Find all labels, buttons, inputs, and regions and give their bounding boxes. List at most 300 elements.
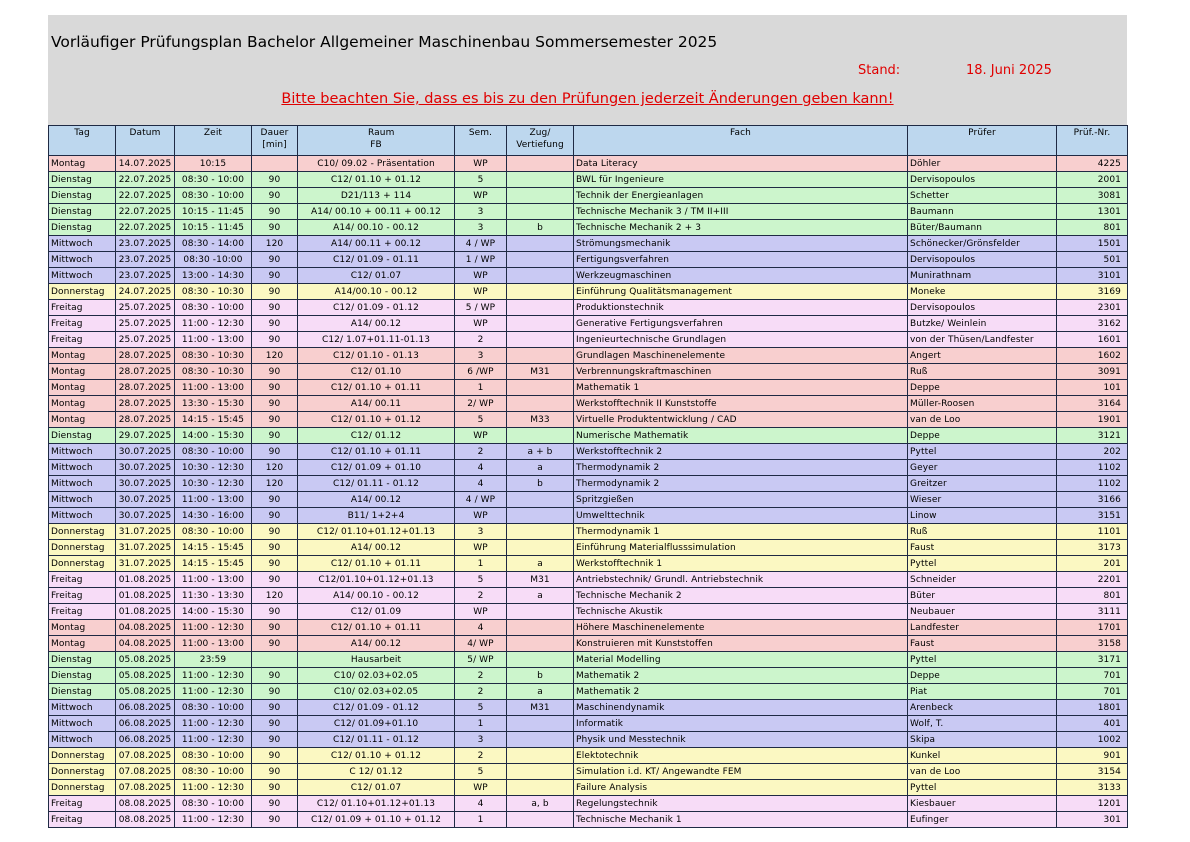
cell-tag: Freitag xyxy=(49,588,116,604)
cell-pruefnr: 1801 xyxy=(1057,700,1128,716)
cell-sem: 4/ WP xyxy=(455,636,507,652)
table-row xyxy=(49,524,1128,540)
cell-zug xyxy=(507,428,574,444)
cell-raum: C12/ 01.10 + 01.12 xyxy=(298,748,455,764)
cell-sem: 2 xyxy=(455,684,507,700)
cell-fach: Fertigungsverfahren xyxy=(574,252,908,268)
cell-pruefer: Schönecker/Grönsfelder xyxy=(908,236,1057,252)
cell-zug xyxy=(507,540,574,556)
cell-pruefnr: 1102 xyxy=(1057,476,1128,492)
cell-raum: C12/ 01.12 xyxy=(298,428,455,444)
table-row xyxy=(49,476,1128,492)
cell-raum: A14/ 00.12 xyxy=(298,540,455,556)
cell-zeit: 08:30 - 10:00 xyxy=(175,444,252,460)
cell-tag: Montag xyxy=(49,156,116,172)
table-row xyxy=(49,380,1128,396)
cell-zug xyxy=(507,332,574,348)
cell-raum: A14/ 00.10 - 00.12 xyxy=(298,220,455,236)
cell-zug xyxy=(507,492,574,508)
cell-sem: WP xyxy=(455,508,507,524)
cell-tag: Mittwoch xyxy=(49,460,116,476)
table-row xyxy=(49,332,1128,348)
cell-dauer xyxy=(252,652,298,668)
cell-fach: Antriebstechnik/ Grundl. Antriebstechnik xyxy=(574,572,908,588)
cell-datum: 30.07.2025 xyxy=(116,508,175,524)
cell-pruefnr: 3091 xyxy=(1057,364,1128,380)
table-row xyxy=(49,268,1128,284)
cell-pruefnr: 801 xyxy=(1057,588,1128,604)
cell-pruefer: Büter xyxy=(908,588,1057,604)
col-header-tag: Tag xyxy=(49,126,116,156)
cell-sem: 5 xyxy=(455,700,507,716)
cell-sem: 1 xyxy=(455,716,507,732)
cell-tag: Donnerstag xyxy=(49,284,116,300)
table-header-row xyxy=(49,126,1128,156)
cell-tag: Dienstag xyxy=(49,684,116,700)
cell-pruefnr: 3151 xyxy=(1057,508,1128,524)
cell-raum: A14/ 00.10 + 00.11 + 00.12 xyxy=(298,204,455,220)
cell-datum: 31.07.2025 xyxy=(116,540,175,556)
cell-pruefnr: 1301 xyxy=(1057,204,1128,220)
cell-pruefnr: 3081 xyxy=(1057,188,1128,204)
cell-pruefer: Deppe xyxy=(908,428,1057,444)
cell-datum: 25.07.2025 xyxy=(116,332,175,348)
cell-zeit: 11:00 - 13:00 xyxy=(175,332,252,348)
table-row xyxy=(49,572,1128,588)
cell-tag: Mittwoch xyxy=(49,476,116,492)
cell-dauer: 90 xyxy=(252,268,298,284)
cell-dauer: 90 xyxy=(252,300,298,316)
cell-pruefnr: 4225 xyxy=(1057,156,1128,172)
cell-pruefer: Büter/Baumann xyxy=(908,220,1057,236)
cell-fach: Thermodynamik 1 xyxy=(574,524,908,540)
cell-dauer: 120 xyxy=(252,460,298,476)
cell-pruefer: Butzke/ Weinlein xyxy=(908,316,1057,332)
cell-fach: Werkstofftechnik II Kunststoffe xyxy=(574,396,908,412)
cell-datum: 29.07.2025 xyxy=(116,428,175,444)
cell-tag: Mittwoch xyxy=(49,236,116,252)
cell-zug xyxy=(507,652,574,668)
cell-sem: 1 / WP xyxy=(455,252,507,268)
col-header-zeit: Zeit xyxy=(175,126,252,156)
cell-zeit: 11:00 - 12:30 xyxy=(175,620,252,636)
cell-zug: b xyxy=(507,220,574,236)
cell-dauer: 90 xyxy=(252,556,298,572)
cell-pruefnr: 1101 xyxy=(1057,524,1128,540)
cell-pruefer: Arenbeck xyxy=(908,700,1057,716)
cell-raum: A14/ 00.12 xyxy=(298,316,455,332)
cell-pruefer: Pyttel xyxy=(908,556,1057,572)
cell-datum: 23.07.2025 xyxy=(116,252,175,268)
cell-raum: A14/ 00.12 xyxy=(298,636,455,652)
cell-zeit: 08:30 -10:00 xyxy=(175,252,252,268)
cell-zug xyxy=(507,348,574,364)
cell-pruefnr: 1601 xyxy=(1057,332,1128,348)
cell-raum: C10/ 02.03+02.05 xyxy=(298,684,455,700)
cell-sem: 5/ WP xyxy=(455,652,507,668)
cell-sem: 5 / WP xyxy=(455,300,507,316)
cell-pruefnr: 1102 xyxy=(1057,460,1128,476)
cell-dauer: 90 xyxy=(252,684,298,700)
cell-pruefer: Linow xyxy=(908,508,1057,524)
cell-pruefnr: 3101 xyxy=(1057,268,1128,284)
cell-zug xyxy=(507,764,574,780)
cell-datum: 30.07.2025 xyxy=(116,444,175,460)
cell-pruefnr: 3133 xyxy=(1057,780,1128,796)
cell-dauer: 90 xyxy=(252,492,298,508)
cell-tag: Montag xyxy=(49,396,116,412)
cell-raum: C12/ 01.10+01.12+01.13 xyxy=(298,524,455,540)
cell-dauer: 90 xyxy=(252,284,298,300)
cell-fach: Generative Fertigungsverfahren xyxy=(574,316,908,332)
cell-raum: C12/ 01.10 + 01.12 xyxy=(298,172,455,188)
cell-dauer: 90 xyxy=(252,748,298,764)
document-title: Vorläufiger Prüfungsplan Bachelor Allgemeiner Maschinenbau Sommersemester 2025 xyxy=(51,33,718,51)
cell-tag: Dienstag xyxy=(49,668,116,684)
cell-datum: 23.07.2025 xyxy=(116,268,175,284)
cell-dauer: 90 xyxy=(252,780,298,796)
table-row xyxy=(49,428,1128,444)
cell-sem: 5 xyxy=(455,572,507,588)
cell-datum: 01.08.2025 xyxy=(116,572,175,588)
cell-sem: 4 xyxy=(455,460,507,476)
cell-fach: Data Literacy xyxy=(574,156,908,172)
cell-tag: Montag xyxy=(49,380,116,396)
cell-datum: 06.08.2025 xyxy=(116,700,175,716)
cell-zug xyxy=(507,396,574,412)
cell-dauer: 90 xyxy=(252,380,298,396)
cell-sem: 4 / WP xyxy=(455,492,507,508)
col-header-sem: Sem. xyxy=(455,126,507,156)
cell-zeit: 08:30 - 10:30 xyxy=(175,364,252,380)
cell-pruefer: Geyer xyxy=(908,460,1057,476)
cell-pruefnr: 3169 xyxy=(1057,284,1128,300)
cell-datum: 04.08.2025 xyxy=(116,636,175,652)
cell-datum: 22.07.2025 xyxy=(116,220,175,236)
cell-raum: C12/ 01.09 + 01.10 xyxy=(298,460,455,476)
table-row xyxy=(49,284,1128,300)
cell-zeit: 10:30 - 12:30 xyxy=(175,476,252,492)
col-header-pruefer: Prüfer xyxy=(908,126,1057,156)
cell-fach: Informatik xyxy=(574,716,908,732)
cell-fach: Mathematik 2 xyxy=(574,684,908,700)
cell-pruefer: Eufinger xyxy=(908,812,1057,828)
cell-raum: C12/ 01.07 xyxy=(298,268,455,284)
table-row xyxy=(49,300,1128,316)
cell-fach: Regelungstechnik xyxy=(574,796,908,812)
table-row xyxy=(49,364,1128,380)
cell-pruefer: Wolf, T. xyxy=(908,716,1057,732)
cell-dauer: 120 xyxy=(252,348,298,364)
cell-zeit: 10:30 - 12:30 xyxy=(175,460,252,476)
cell-tag: Donnerstag xyxy=(49,524,116,540)
cell-zeit: 08:30 - 10:00 xyxy=(175,796,252,812)
table-row xyxy=(49,412,1128,428)
cell-datum: 25.07.2025 xyxy=(116,316,175,332)
cell-zug xyxy=(507,316,574,332)
cell-tag: Mittwoch xyxy=(49,444,116,460)
cell-datum: 01.08.2025 xyxy=(116,588,175,604)
cell-zeit: 14:15 - 15:45 xyxy=(175,412,252,428)
cell-datum: 22.07.2025 xyxy=(116,172,175,188)
cell-tag: Donnerstag xyxy=(49,780,116,796)
cell-raum: C12/01.10+01.12+01.13 xyxy=(298,572,455,588)
cell-sem: WP xyxy=(455,284,507,300)
cell-tag: Freitag xyxy=(49,316,116,332)
cell-pruefer: Greitzer xyxy=(908,476,1057,492)
cell-zug: a, b xyxy=(507,796,574,812)
cell-zug: M33 xyxy=(507,412,574,428)
cell-datum: 14.07.2025 xyxy=(116,156,175,172)
cell-dauer: 120 xyxy=(252,588,298,604)
cell-dauer: 90 xyxy=(252,812,298,828)
cell-pruefer: Faust xyxy=(908,636,1057,652)
cell-pruefnr: 3111 xyxy=(1057,604,1128,620)
cell-pruefnr: 201 xyxy=(1057,556,1128,572)
cell-zeit: 11:00 - 13:00 xyxy=(175,572,252,588)
cell-datum: 05.08.2025 xyxy=(116,652,175,668)
cell-zeit: 13:30 - 15:30 xyxy=(175,396,252,412)
cell-dauer: 90 xyxy=(252,444,298,460)
cell-pruefnr: 202 xyxy=(1057,444,1128,460)
table-row xyxy=(49,220,1128,236)
cell-raum: C12/ 01.10 - 01.13 xyxy=(298,348,455,364)
cell-tag: Mittwoch xyxy=(49,492,116,508)
cell-pruefer: Pyttel xyxy=(908,780,1057,796)
table-row xyxy=(49,764,1128,780)
cell-tag: Freitag xyxy=(49,812,116,828)
cell-zeit: 11:00 - 12:30 xyxy=(175,732,252,748)
cell-datum: 30.07.2025 xyxy=(116,476,175,492)
col-header-datum: Datum xyxy=(116,126,175,156)
cell-datum: 31.07.2025 xyxy=(116,524,175,540)
cell-dauer: 90 xyxy=(252,620,298,636)
cell-zeit: 11:30 - 13:30 xyxy=(175,588,252,604)
cell-fach: Virtuelle Produktentwicklung / CAD xyxy=(574,412,908,428)
cell-fach: Einführung Materialflusssimulation xyxy=(574,540,908,556)
cell-fach: Einführung Qualitätsmanagement xyxy=(574,284,908,300)
cell-raum: A14/ 00.11 xyxy=(298,396,455,412)
stand-date: 18. Juni 2025 xyxy=(966,63,1052,78)
cell-zug: a xyxy=(507,556,574,572)
cell-raum: C12/ 01.10 + 01.12 xyxy=(298,412,455,428)
cell-pruefer: Schetter xyxy=(908,188,1057,204)
cell-datum: 05.08.2025 xyxy=(116,684,175,700)
cell-raum: C12/ 01.10 + 01.11 xyxy=(298,380,455,396)
cell-raum: C12/ 01.09+01.10 xyxy=(298,716,455,732)
cell-dauer: 90 xyxy=(252,796,298,812)
cell-pruefnr: 2001 xyxy=(1057,172,1128,188)
cell-dauer: 90 xyxy=(252,396,298,412)
cell-dauer: 120 xyxy=(252,476,298,492)
cell-sem: 3 xyxy=(455,524,507,540)
cell-raum: C12/ 01.09 - 01.12 xyxy=(298,700,455,716)
cell-fach: Maschinendynamik xyxy=(574,700,908,716)
cell-sem: 2 xyxy=(455,748,507,764)
cell-zeit: 08:30 - 10:00 xyxy=(175,764,252,780)
table-row xyxy=(49,492,1128,508)
cell-tag: Mittwoch xyxy=(49,268,116,284)
cell-sem: 3 xyxy=(455,732,507,748)
cell-pruefer: Munirathnam xyxy=(908,268,1057,284)
cell-zug xyxy=(507,604,574,620)
cell-fach: Elektotechnik xyxy=(574,748,908,764)
cell-raum: C10/ 09.02 - Präsentation xyxy=(298,156,455,172)
cell-zeit: 14:15 - 15:45 xyxy=(175,540,252,556)
cell-raum: C10/ 02.03+02.05 xyxy=(298,668,455,684)
cell-sem: 3 xyxy=(455,220,507,236)
cell-raum: C12/ 1.07+01.11-01.13 xyxy=(298,332,455,348)
cell-zeit: 14:00 - 15:30 xyxy=(175,604,252,620)
table-row xyxy=(49,604,1128,620)
cell-tag: Montag xyxy=(49,364,116,380)
cell-fach: Technische Mechanik 3 / TM II+III xyxy=(574,204,908,220)
cell-sem: 5 xyxy=(455,172,507,188)
cell-fach: Produktionstechnik xyxy=(574,300,908,316)
cell-sem: 1 xyxy=(455,812,507,828)
cell-fach: Mathematik 1 xyxy=(574,380,908,396)
cell-datum: 05.08.2025 xyxy=(116,668,175,684)
cell-zeit: 11:00 - 12:30 xyxy=(175,668,252,684)
cell-tag: Dienstag xyxy=(49,652,116,668)
cell-pruefnr: 901 xyxy=(1057,748,1128,764)
cell-zeit: 23:59 xyxy=(175,652,252,668)
cell-sem: WP xyxy=(455,188,507,204)
cell-pruefnr: 401 xyxy=(1057,716,1128,732)
cell-fach: Ingenieurtechnische Grundlagen xyxy=(574,332,908,348)
cell-zeit: 08:30 - 14:00 xyxy=(175,236,252,252)
cell-tag: Freitag xyxy=(49,300,116,316)
cell-zeit: 11:00 - 12:30 xyxy=(175,684,252,700)
cell-zug xyxy=(507,172,574,188)
cell-fach: Numerische Mathematik xyxy=(574,428,908,444)
table-row xyxy=(49,748,1128,764)
cell-pruefer: Faust xyxy=(908,540,1057,556)
cell-raum: C12/ 01.10+01.12+01.13 xyxy=(298,796,455,812)
cell-raum: B11/ 1+2+4 xyxy=(298,508,455,524)
cell-datum: 07.08.2025 xyxy=(116,780,175,796)
cell-zug xyxy=(507,236,574,252)
cell-pruefnr: 3162 xyxy=(1057,316,1128,332)
cell-pruefnr: 3154 xyxy=(1057,764,1128,780)
cell-fach: Technische Mechanik 1 xyxy=(574,812,908,828)
cell-pruefnr: 3164 xyxy=(1057,396,1128,412)
cell-zug xyxy=(507,380,574,396)
cell-sem: 6 /WP xyxy=(455,364,507,380)
cell-datum: 28.07.2025 xyxy=(116,396,175,412)
cell-tag: Dienstag xyxy=(49,220,116,236)
cell-pruefer: Ruß xyxy=(908,524,1057,540)
cell-zug xyxy=(507,620,574,636)
table-row xyxy=(49,556,1128,572)
cell-fach: Höhere Maschinenelemente xyxy=(574,620,908,636)
cell-zug xyxy=(507,508,574,524)
cell-zug xyxy=(507,204,574,220)
cell-zeit: 10:15 - 11:45 xyxy=(175,204,252,220)
cell-pruefer: Dervisopoulos xyxy=(908,172,1057,188)
cell-fach: Konstruieren mit Kunststoffen xyxy=(574,636,908,652)
cell-fach: Umwelttechnik xyxy=(574,508,908,524)
cell-zug: b xyxy=(507,668,574,684)
cell-tag: Mittwoch xyxy=(49,252,116,268)
cell-pruefer: Ruß xyxy=(908,364,1057,380)
cell-tag: Montag xyxy=(49,620,116,636)
cell-zug: a xyxy=(507,588,574,604)
cell-sem: 2 xyxy=(455,588,507,604)
table-row xyxy=(49,236,1128,252)
table-row xyxy=(49,396,1128,412)
cell-pruefer: Pyttel xyxy=(908,444,1057,460)
cell-zeit: 10:15 xyxy=(175,156,252,172)
cell-fach: Werkstofftechnik 2 xyxy=(574,444,908,460)
cell-dauer: 90 xyxy=(252,540,298,556)
cell-pruefnr: 1602 xyxy=(1057,348,1128,364)
cell-pruefer: Kunkel xyxy=(908,748,1057,764)
cell-zeit: 08:30 - 10:00 xyxy=(175,524,252,540)
cell-tag: Donnerstag xyxy=(49,748,116,764)
cell-pruefnr: 1201 xyxy=(1057,796,1128,812)
cell-datum: 08.08.2025 xyxy=(116,796,175,812)
cell-sem: 4 xyxy=(455,476,507,492)
cell-pruefer: Schneider xyxy=(908,572,1057,588)
cell-pruefnr: 1002 xyxy=(1057,732,1128,748)
cell-raum: A14/00.10 - 00.12 xyxy=(298,284,455,300)
cell-pruefnr: 301 xyxy=(1057,812,1128,828)
cell-sem: WP xyxy=(455,268,507,284)
cell-fach: Material Modelling xyxy=(574,652,908,668)
cell-datum: 28.07.2025 xyxy=(116,412,175,428)
exam-schedule-table xyxy=(48,125,1128,828)
cell-dauer: 90 xyxy=(252,428,298,444)
cell-sem: 3 xyxy=(455,204,507,220)
cell-zug: a xyxy=(507,684,574,700)
cell-pruefnr: 1501 xyxy=(1057,236,1128,252)
cell-zeit: 11:00 - 12:30 xyxy=(175,316,252,332)
cell-fach: Werkstofftechnik 1 xyxy=(574,556,908,572)
cell-dauer: 90 xyxy=(252,188,298,204)
cell-zeit: 11:00 - 13:00 xyxy=(175,380,252,396)
cell-pruefnr: 3121 xyxy=(1057,428,1128,444)
cell-pruefer: Moneke xyxy=(908,284,1057,300)
cell-datum: 30.07.2025 xyxy=(116,460,175,476)
cell-zug: M31 xyxy=(507,700,574,716)
cell-datum: 28.07.2025 xyxy=(116,380,175,396)
cell-dauer: 90 xyxy=(252,252,298,268)
cell-tag: Dienstag xyxy=(49,204,116,220)
cell-pruefer: Deppe xyxy=(908,380,1057,396)
cell-datum: 28.07.2025 xyxy=(116,364,175,380)
cell-fach: Strömungsmechanik xyxy=(574,236,908,252)
cell-raum: D21/113 + 114 xyxy=(298,188,455,204)
cell-zug: M31 xyxy=(507,572,574,588)
cell-sem: 1 xyxy=(455,556,507,572)
cell-sem: WP xyxy=(455,540,507,556)
cell-datum: 06.08.2025 xyxy=(116,716,175,732)
change-notice: Bitte beachten Sie, dass es bis zu den Prüfungen jederzeit Änderungen geben kann! xyxy=(281,91,894,107)
cell-sem: WP xyxy=(455,780,507,796)
cell-raum: C12/ 01.09 xyxy=(298,604,455,620)
cell-zug xyxy=(507,732,574,748)
cell-zug xyxy=(507,300,574,316)
cell-pruefer: Neubauer xyxy=(908,604,1057,620)
cell-raum: C12/ 01.09 - 01.11 xyxy=(298,252,455,268)
cell-sem: 2 xyxy=(455,332,507,348)
cell-tag: Mittwoch xyxy=(49,508,116,524)
cell-datum: 24.07.2025 xyxy=(116,284,175,300)
table-row xyxy=(49,620,1128,636)
cell-zeit: 13:00 - 14:30 xyxy=(175,268,252,284)
cell-datum: 07.08.2025 xyxy=(116,764,175,780)
